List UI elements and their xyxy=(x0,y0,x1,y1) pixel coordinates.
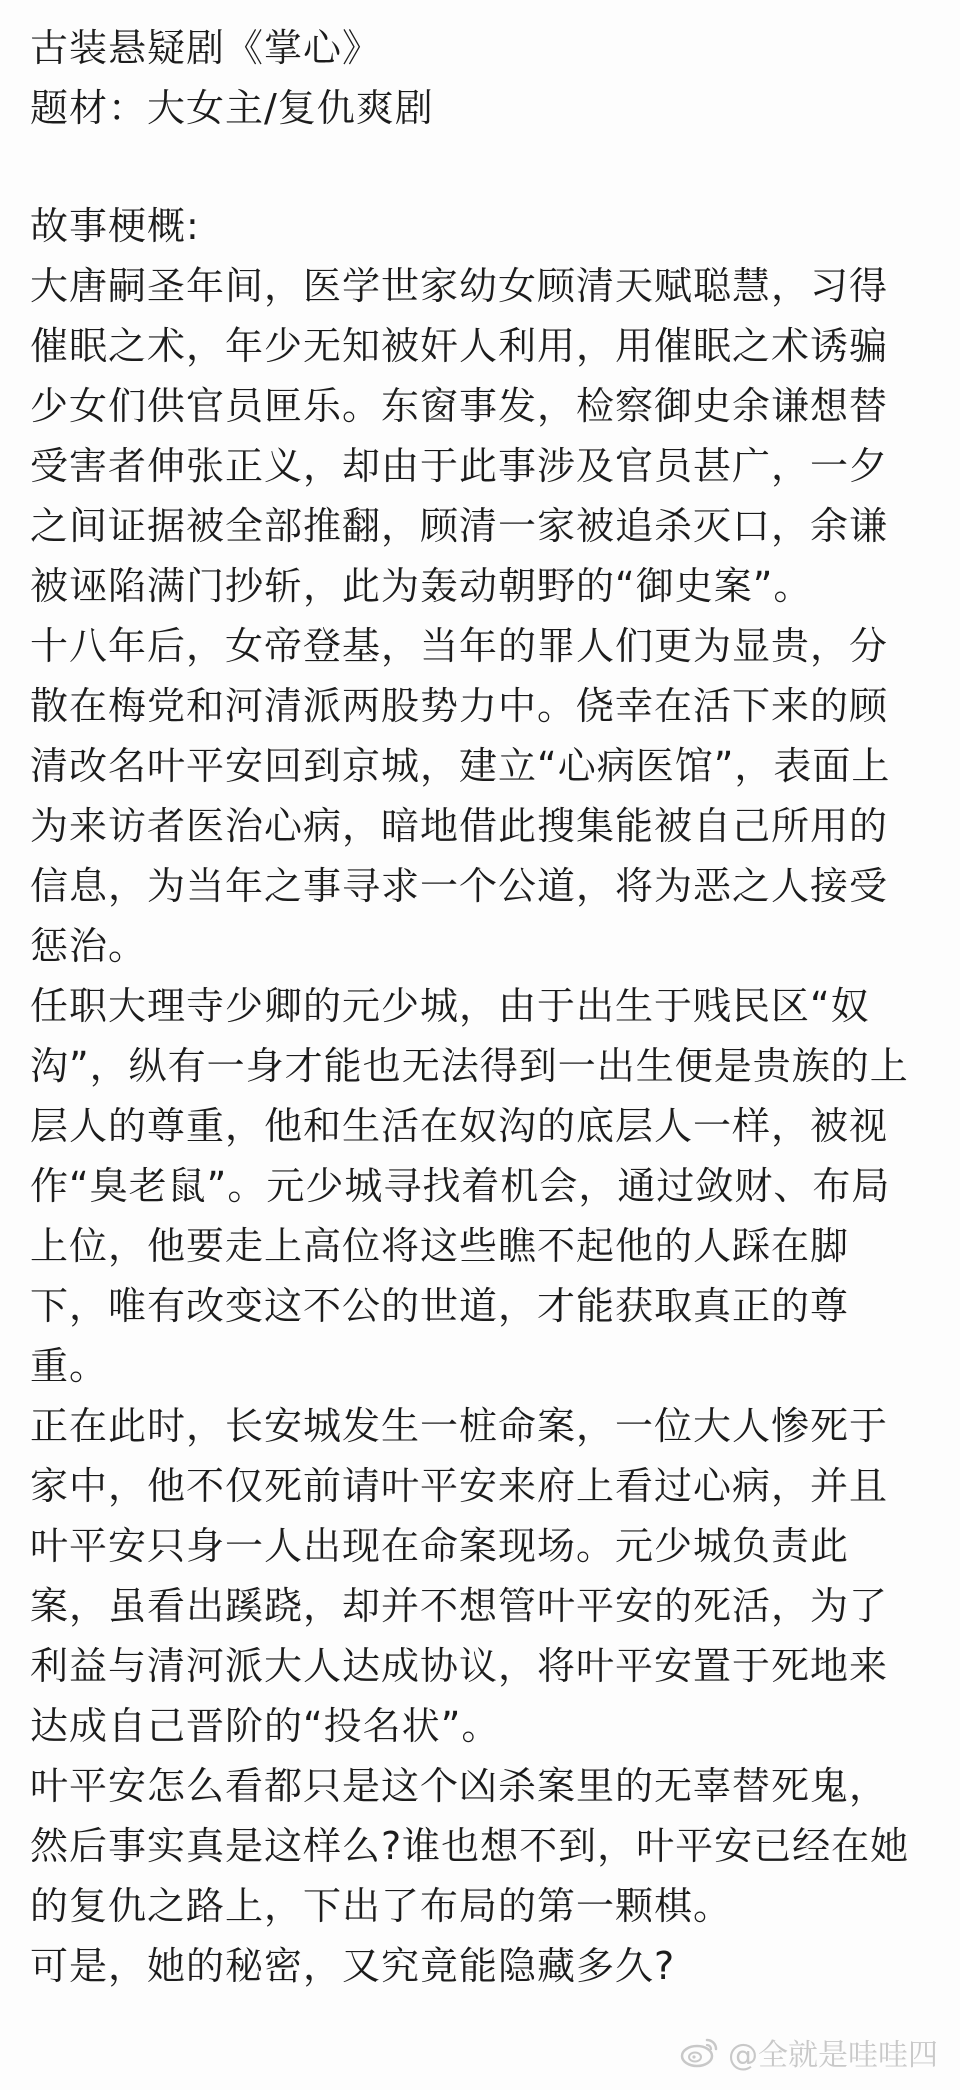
synopsis-line: 少女们供官员匣乐。东窗事发，检察御史余谦想替 xyxy=(30,384,889,428)
drama-title: 古装悬疑剧《掌心》 xyxy=(30,26,382,70)
document-body xyxy=(30,18,935,1996)
genre-line: 题材：大女主/复仇爽剧 xyxy=(30,86,434,130)
synopsis-line: 为来访者医治心病，暗地借此搜集能被自己所用的 xyxy=(30,804,889,848)
synopsis-line: 正在此时，长安城发生一桩命案，一位大人惨死于 xyxy=(30,1404,889,1448)
synopsis-line: 大唐嗣圣年间，医学世家幼女顾清天赋聪慧，习得 xyxy=(30,264,889,308)
synopsis-line: 惩治。 xyxy=(30,924,148,968)
synopsis-line: 叶平安怎么看都只是这个凶杀案里的无辜替死鬼， xyxy=(30,1764,889,1808)
synopsis-line: 达成自己晋阶的“投名状”。 xyxy=(30,1704,501,1748)
spacer xyxy=(30,138,935,196)
synopsis-line: 可是，她的秘密，又究竟能隐藏多久? xyxy=(30,1944,676,1988)
synopsis-line: 下，唯有改变这不公的世道，才能获取真正的尊 xyxy=(30,1284,850,1328)
synopsis-line: 重。 xyxy=(30,1344,109,1388)
synopsis-line: 信息，为当年之事寻求一个公道，将为恶之人接受 xyxy=(30,864,889,908)
synopsis-heading: 故事梗概: xyxy=(30,204,200,248)
watermark-text: @全就是哇哇四 xyxy=(728,2038,938,2073)
synopsis-line: 十八年后，女帝登基，当年的罪人们更为显贵，分 xyxy=(30,624,889,668)
weibo-logo-icon xyxy=(680,2035,720,2069)
synopsis-line: 案，虽看出蹊跷，却并不想管叶平安的死活，为了 xyxy=(30,1584,889,1628)
synopsis-line: 沟”，纵有一身才能也无法得到一出生便是贵族的上 xyxy=(30,1044,909,1088)
synopsis-line: 作“臭老鼠”。元少城寻找着机会，通过敛财、布局 xyxy=(30,1164,891,1208)
synopsis-line: 家中，他不仅死前请叶平安来府上看过心病，并且 xyxy=(30,1464,889,1508)
synopsis-text xyxy=(30,256,935,1996)
synopsis-line: 利益与清河派大人达成协议，将叶平安置于死地来 xyxy=(30,1644,889,1688)
synopsis-line: 上位，他要走上高位将这些瞧不起他的人踩在脚 xyxy=(30,1224,850,1268)
synopsis-line: 受害者伸张正义，却由于此事涉及官员甚广，一夕 xyxy=(30,444,889,488)
synopsis-line: 散在梅党和河清派两股势力中。侥幸在活下来的顾 xyxy=(30,684,889,728)
synopsis-line: 层人的尊重，他和生活在奴沟的底层人一样，被视 xyxy=(30,1104,889,1148)
synopsis-line: 之间证据被全部推翻，顾清一家被追杀灭口，余谦 xyxy=(30,504,889,548)
synopsis-line: 叶平安只身一人出现在命案现场。元少城负责此 xyxy=(30,1524,850,1568)
synopsis-line: 然后事实真是这样么?谁也想不到，叶平安已经在她 xyxy=(30,1824,910,1868)
watermark xyxy=(680,2030,938,2074)
synopsis-line: 清改名叶平安回到京城，建立“心病医馆”，表面上 xyxy=(30,744,891,788)
synopsis-line: 任职大理寺少卿的元少城，由于出生于贱民区“奴 xyxy=(30,984,870,1028)
synopsis-line: 催眠之术，年少无知被奸人利用，用催眠之术诱骗 xyxy=(30,324,889,368)
synopsis-line: 被诬陷满门抄斩，此为轰动朝野的“御史案”。 xyxy=(30,564,813,608)
synopsis-line: 的复仇之路上，下出了布局的第一颗棋。 xyxy=(30,1884,733,1928)
